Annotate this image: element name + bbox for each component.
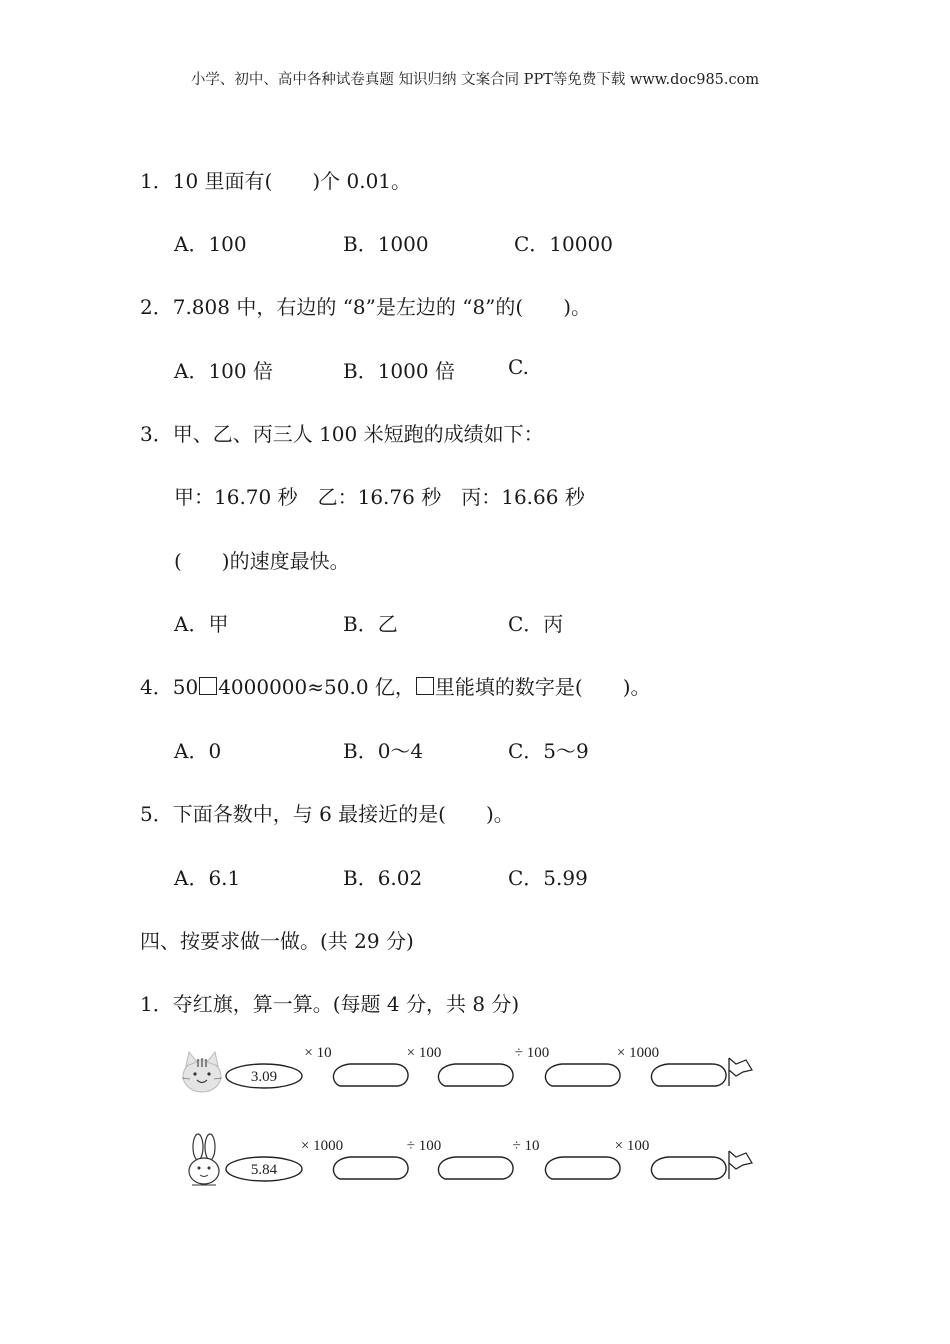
- question-5-option-b: B．6.02: [343, 866, 423, 890]
- question-4-stem-part2: 4000000≈50.0 亿，: [218, 675, 415, 699]
- question-2-stem: 2．7.808 中，右边的 “8”是左边的 “8”的( )。: [140, 295, 592, 319]
- operator-label: × 10: [304, 1045, 332, 1061]
- cat-icon: [182, 1052, 222, 1092]
- operator-label: ÷ 100: [514, 1045, 550, 1061]
- section-4-question-1-title: 1．夺红旗，算一算。(每题 4 分，共 8 分): [140, 992, 520, 1016]
- calc-chain-1-graphic: [180, 1040, 780, 1100]
- question-5-option-c: C．5.99: [508, 866, 588, 890]
- blank-square-icon: [416, 677, 434, 695]
- answer-oval[interactable]: [333, 1157, 408, 1179]
- answer-oval[interactable]: [651, 1064, 726, 1086]
- question-3-option-a: A．甲: [174, 612, 229, 636]
- answer-oval[interactable]: [545, 1157, 620, 1179]
- page-header: 小学、初中、高中各种试卷真题 知识归纳 文案合同 PPT等免费下载 www.doc985.com: [190, 72, 760, 88]
- flag-icon: [729, 1151, 752, 1179]
- answer-oval[interactable]: [651, 1157, 726, 1179]
- calc-chain-2-graphic: [180, 1133, 780, 1193]
- operator-label: × 1000: [616, 1045, 660, 1061]
- question-4-option-b: B．0～4: [343, 739, 424, 763]
- question-4-stem: [140, 671, 651, 700]
- answer-oval[interactable]: [438, 1064, 513, 1086]
- answer-oval[interactable]: [438, 1157, 513, 1179]
- answer-oval[interactable]: [333, 1064, 408, 1086]
- operator-label: × 100: [614, 1138, 650, 1154]
- question-3-times: 甲：16.70 秒 乙：16.76 秒 丙：16.66 秒: [174, 485, 585, 509]
- operator-label: ÷ 10: [512, 1138, 540, 1154]
- question-5-stem: 5．下面各数中，与 6 最接近的是( )。: [140, 802, 514, 826]
- question-3-option-c: C．丙: [508, 612, 564, 636]
- question-1-option-a: A．100: [174, 232, 247, 256]
- question-2-option-a: A．100 倍: [174, 359, 273, 383]
- section-4-title: 四、按要求做一做。(共 29 分): [140, 929, 414, 953]
- question-3-stem: 3．甲、乙、丙三人 100 米短跑的成绩如下：: [140, 422, 544, 446]
- answer-oval[interactable]: [545, 1064, 620, 1086]
- question-1-option-b: B．1000: [343, 232, 429, 256]
- operator-label: ÷ 100: [406, 1138, 442, 1154]
- start-value-label: 5.84: [250, 1162, 278, 1178]
- question-5-option-a: A．6.1: [174, 866, 241, 890]
- flag-icon: [729, 1058, 752, 1086]
- question-4-option-c: C．5～9: [508, 739, 589, 763]
- rabbit-icon: [189, 1134, 219, 1185]
- start-value-label: 3.09: [250, 1069, 278, 1085]
- question-4-stem-part1: 4．50: [140, 675, 199, 699]
- calc-chain-2: [180, 1133, 780, 1213]
- operator-label: × 100: [406, 1045, 442, 1061]
- question-3-option-b: B．乙: [343, 612, 398, 636]
- question-4-stem-part3: 里能填的数字是( )。: [434, 675, 651, 699]
- question-2-option-c: C.: [508, 355, 529, 379]
- question-1-option-c: C．10000: [514, 232, 613, 256]
- question-4-option-a: A．0: [174, 739, 222, 763]
- question-2-option-b: B．1000 倍: [343, 359, 455, 383]
- question-1-stem: 1．10 里面有( )个 0.01。: [140, 169, 412, 193]
- operator-label: × 1000: [300, 1138, 344, 1154]
- blank-square-icon: [199, 677, 217, 695]
- calc-chain-1: [180, 1040, 780, 1120]
- question-3-ask: ( )的速度最快。: [174, 549, 350, 573]
